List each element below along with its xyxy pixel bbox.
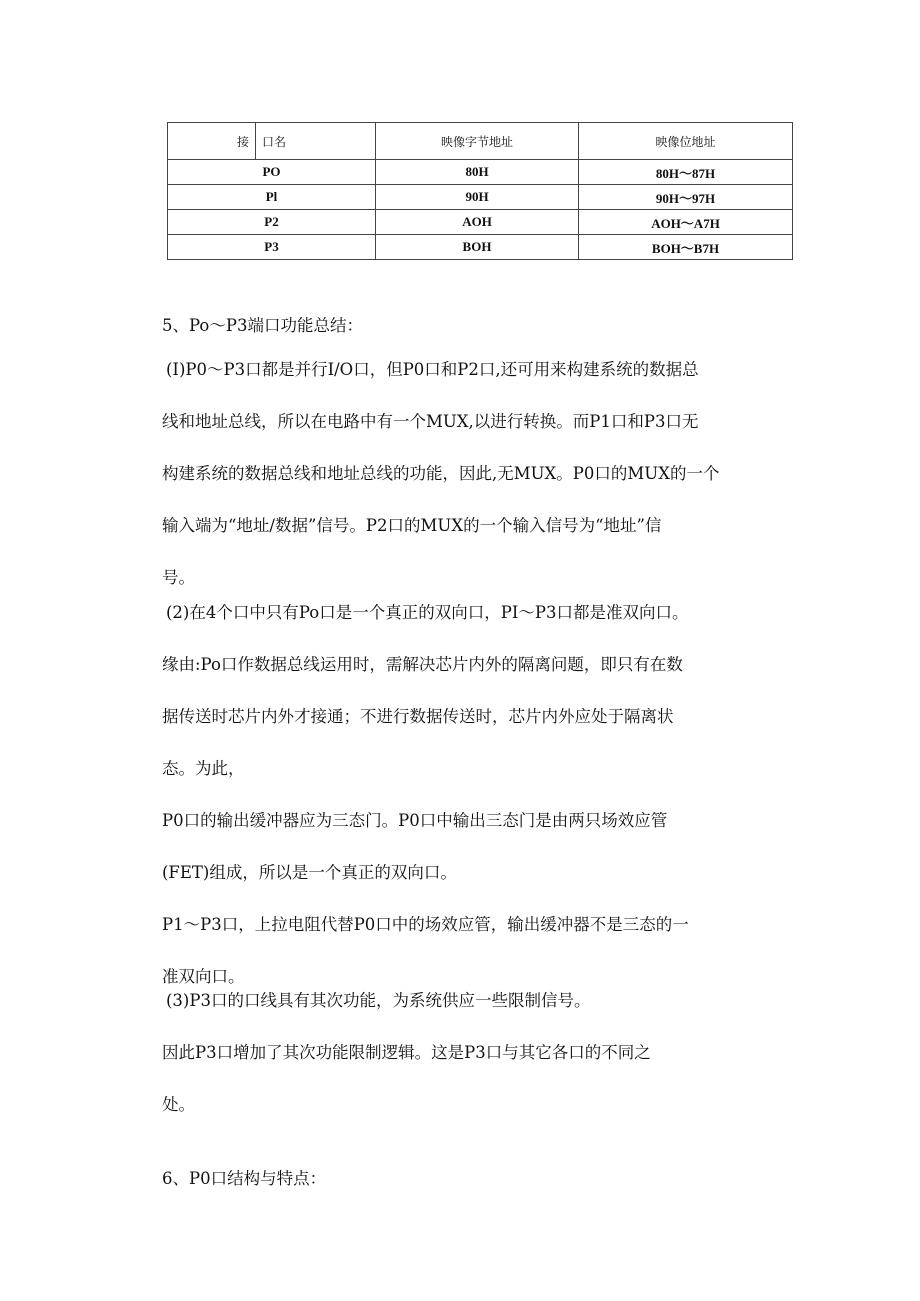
text-line: P1～P3口，上拉电阻代替P0口中的场效应管，输出缓冲器不是三态的一: [162, 915, 689, 934]
text-line: 据传送时芯片内外才接通；不进行数据传送时，芯片内外应处于隔离状: [162, 707, 674, 726]
section-6-title: 6、P0口结构与特点：: [162, 1169, 327, 1188]
bit-address-cell: AOH～A7H: [579, 210, 793, 235]
bit-address-cell: BOH～B7H: [579, 235, 793, 260]
text-line: 号。: [162, 568, 195, 587]
text-line: 处。: [162, 1095, 195, 1114]
text-line: 线和地址总线，所以在电路中有一个MUX,以进行转换。而P1口和P3口无: [162, 412, 699, 431]
table-row: [168, 210, 793, 235]
byte-address-cell: 90H: [376, 185, 579, 210]
section-5-paragraph-3: [162, 975, 806, 1131]
table-row: [168, 185, 793, 210]
table-row: [168, 160, 793, 185]
text-line: 因此P3口增加了其次功能限制逻辑。这是P3口与其它各口的不同之: [162, 1043, 651, 1062]
port-name-cell: PO: [168, 160, 376, 185]
bit-address-cell: 80H～87H: [579, 160, 793, 185]
bit-address-cell: 90H～97H: [579, 185, 793, 210]
text-line: (FET)组成，所以是一个真正的双向口。: [162, 863, 457, 882]
text-line: (2)在4个口中只有Po口是一个真正的双向口，PI～P3口都是准双向口。: [166, 603, 689, 622]
text-line: 态。为此，: [162, 759, 245, 778]
text-line: (3)P3口的口线具有其次功能，为系统供应一些限制信号。: [166, 991, 591, 1010]
section-5-title: 5、Po～P3端口功能总结：: [162, 316, 363, 335]
byte-address-cell: 80H: [376, 160, 579, 185]
text-line: P0口的输出缓冲器应为三态门。P0口中输出三态门是由两只场效应管: [162, 811, 668, 830]
port-name-cell: P2: [168, 210, 376, 235]
text-line: 构建系统的数据总线和地址总线的功能，因此,无MUX。P0口的MUX的一个: [162, 464, 720, 483]
header-cell-bit-address: 映像位地址: [579, 123, 793, 160]
section-5-paragraph-1: [162, 344, 806, 604]
text-line: 缘由:Po口作数据总线运用时，需解决芯片内外的隔离问题，即只有在数: [162, 655, 683, 674]
header-cell-byte-address: 映像字节地址: [376, 123, 579, 160]
port-address-table: [167, 122, 793, 260]
port-name-cell: Pl: [168, 185, 376, 210]
table-header-row: [168, 123, 793, 160]
header-cell-interface-part1: 接: [168, 123, 256, 160]
byte-address-cell: BOH: [376, 235, 579, 260]
section-5-paragraph-2: [162, 587, 806, 1003]
port-name-cell: P3: [168, 235, 376, 260]
text-line: 准双向口。: [162, 967, 245, 986]
text-line: 输入端为“地址/数据”信号。P2口的MUX的一个输入信号为“地址”信: [162, 516, 662, 535]
header-cell-interface-part2: 口名: [256, 123, 376, 160]
text-line: (I)P0～P3口都是并行I/O口，但P0口和P2口,还可用来构建系统的数据总: [166, 360, 699, 379]
table-row: [168, 235, 793, 260]
byte-address-cell: AOH: [376, 210, 579, 235]
